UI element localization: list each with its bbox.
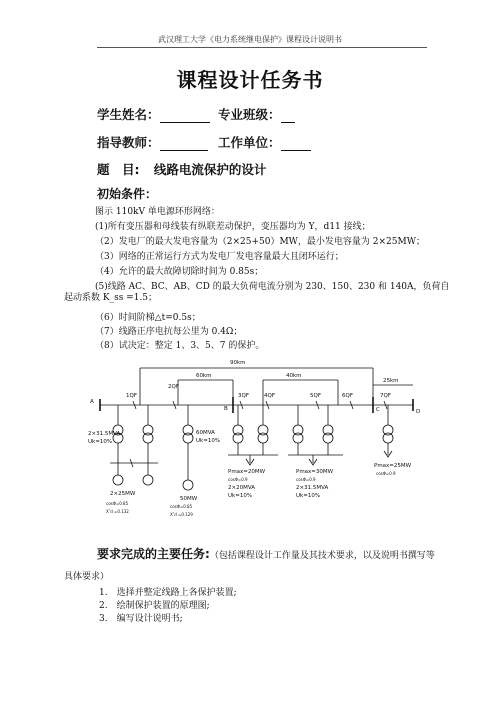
dist-label: 25km (383, 378, 399, 384)
load-label: Uk=10% (228, 493, 253, 499)
student-name-row (97, 105, 210, 123)
breaker-label: 1QF (126, 393, 137, 399)
teacher-blank (160, 135, 208, 151)
breaker-label: 3QF (238, 393, 249, 399)
work-unit-label: 工作单位： (218, 135, 281, 150)
breaker-label: 2QF (168, 384, 179, 390)
load-label: cosΦ=0.9 (228, 477, 248, 482)
dist-label: 40km (286, 373, 302, 379)
list-item: 1. 选择并整定线路上各保护装置; (99, 588, 237, 598)
initial-conditions-body (95, 207, 450, 293)
breaker-label: 4QF (264, 393, 275, 399)
list-item: 2. 绘制保护装置的原理图; (99, 601, 210, 611)
student-name-label: 学生姓名： (97, 107, 160, 122)
requirements-note-2: 具体要求） (64, 572, 110, 582)
breaker-label: 5QF (310, 393, 321, 399)
header-rule (97, 47, 427, 48)
condition-line: 起动系数 K_ss =1.5； (64, 293, 158, 303)
load-label: cosΦ=0.9 (296, 477, 316, 482)
major-class-row (218, 105, 295, 123)
gen-label: 50MW (180, 496, 198, 502)
requirements-list (99, 588, 237, 625)
requirements-title: 要求完成的主要任务: (97, 547, 210, 561)
condition-line: （4）允许的最大故障切除时间为 0.85s； (95, 267, 264, 277)
transformer-label: 60MVA (196, 430, 215, 436)
load-label: 2×31.5MVA (296, 485, 329, 491)
breaker-label: 6QF (342, 393, 353, 399)
network-diagram (88, 355, 428, 527)
major-class-label: 专业班级： (218, 107, 281, 122)
initial-conditions-heading: 初始条件： (97, 187, 158, 201)
page-header: 武汉理工大学《电力系统继电保护》课程设计说明书 (158, 35, 342, 44)
gen-label: X″d =0.132 (106, 509, 129, 514)
load-label: cosΦ=0.9 (376, 471, 396, 476)
work-unit-row (218, 133, 311, 151)
topic-value: 线路电流保护的设计 (153, 162, 267, 177)
bus-label: B (224, 406, 228, 412)
load-label: 2×20MVA (228, 485, 256, 491)
requirements-heading (97, 545, 435, 562)
transformer-label: 2×31.5MVA (88, 431, 121, 437)
load-label: Pmax=30MW (296, 469, 334, 475)
condition-line: （2）发电厂的最大发电容量为（2×25+50）MW，最小发电容量为 2×25MW； (95, 237, 425, 247)
gen-label: X″d =0.129 (170, 512, 193, 517)
page-title: 课程设计任务书 (176, 68, 324, 92)
requirements-note: （包括课程设计工作量及其技术要求，以及说明书撰写等 (209, 551, 435, 561)
load-label: Pmax=20MW (228, 469, 266, 475)
transformer-label: Uk=10% (196, 438, 221, 444)
condition-line: (1)所有变压器和母线装有纵联差动保护，变压器均为 Y，d11 接线； (95, 222, 371, 232)
condition-line: （3）网络的正常运行方式为发电厂发电容量最大且闭环运行； (95, 252, 344, 262)
work-unit-blank (281, 135, 311, 151)
condition-line: （8）试决定：整定 1、3、5、7 的保护。 (95, 341, 265, 351)
bus-label: A (90, 399, 94, 405)
breaker-label: 7QF (380, 393, 391, 399)
initial-conditions-body-2 (95, 313, 264, 352)
topic-row (97, 160, 266, 178)
dist-label: 60km (196, 373, 212, 379)
condition-line: （7）线路正序电抗每公里为 0.4Ω； (95, 327, 243, 337)
gen-label: cosΦ=0.85 (170, 504, 193, 509)
list-item: 3. 编写设计说明书; (99, 614, 183, 624)
condition-line: （6）时间阶梯△t=0.5s； (95, 313, 201, 323)
teacher-label: 指导教师： (97, 135, 160, 150)
load-label: Pmax=25MW (374, 463, 412, 469)
dist-label: 90km (230, 360, 246, 366)
gen-label: cosΦ=0.85 (106, 501, 129, 506)
bus-label: C (376, 407, 380, 413)
condition-line: (5)线路 AC、BC、AB、CD 的最大负荷电流分别为 230、150、230 和 140A，负荷自 (95, 282, 450, 292)
condition-line: 图示 110kV 单电源环形网络： (95, 207, 220, 217)
gen-label: 2×25MW (110, 491, 136, 497)
teacher-row (97, 133, 208, 151)
major-class-blank (281, 107, 295, 123)
load-label: Uk=10% (296, 493, 321, 499)
student-name-blank (160, 107, 210, 123)
bus-label: D (416, 409, 421, 415)
transformer-label: Uk=10% (88, 439, 113, 445)
topic-label: 题 目: (97, 162, 140, 177)
